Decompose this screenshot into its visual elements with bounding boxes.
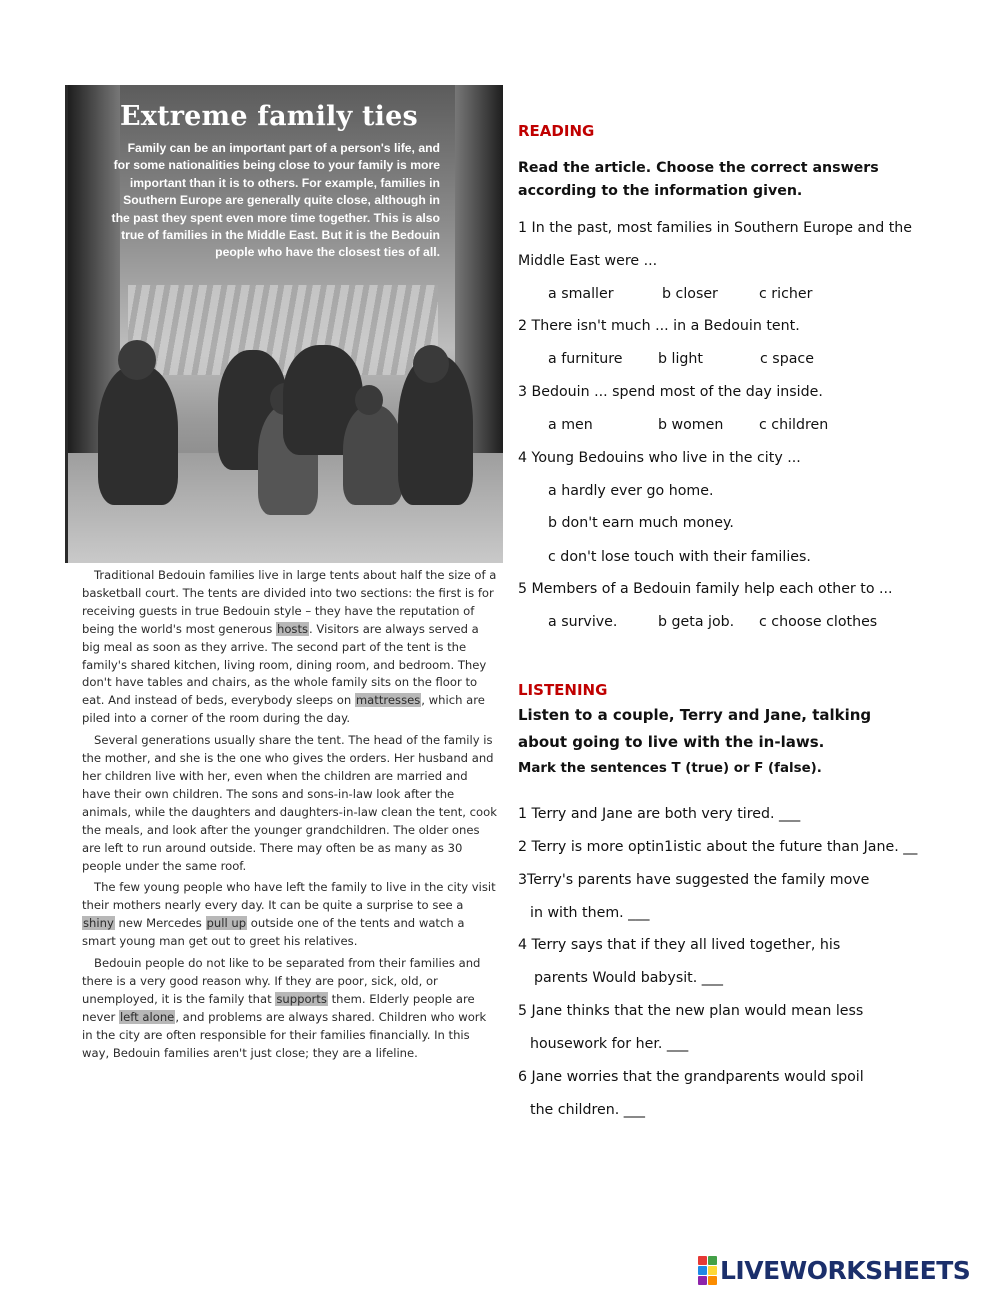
logo-tile (708, 1276, 717, 1285)
article-paragraph: Bedouin people do not like to be separated from their families and there is a very good reason why. If they are poor, sick, old, or unemployed, it is the family that supports them. Elderly people are never left alone, and problems are always shared. Children who work in the city are often responsible for their families financially. In this way, Bedouin families aren't just close; they are a lifeline. (82, 956, 487, 1060)
logo-tile (698, 1276, 707, 1285)
listening-instruction-line-3: Mark the sentences T (true) or F (false). (518, 761, 822, 776)
reading-question-4: 4 Young Bedouins who live in the city ... (518, 450, 801, 466)
q5-option-c[interactable]: c choose clothes (759, 614, 878, 630)
listening-statement-2[interactable]: 2 Terry is more optin1istic about the future than Jane. __ (518, 839, 918, 855)
liveworksheets-logo-icon (698, 1256, 717, 1285)
liveworksheets-logo-text: LIVEWORKSHEETS (720, 1255, 971, 1285)
highlighted-word: mattresses (355, 693, 421, 708)
reading-question-5: 5 Members of a Bedouin family help each other to ... (518, 581, 893, 597)
q1-option-a[interactable]: a smaller (548, 286, 614, 302)
q3-option-c[interactable]: c children (759, 417, 829, 433)
highlighted-word: pull up (206, 916, 247, 931)
person-head (413, 345, 449, 383)
listening-statement-3-cont[interactable]: in with them. ___ (530, 905, 650, 921)
listening-statement-5-cont[interactable]: housework for her. ___ (530, 1036, 689, 1052)
q4-option-b[interactable]: b don't earn much money. (548, 515, 734, 531)
q4-option-c[interactable]: c don't lose touch with their families. (548, 549, 811, 565)
person-silhouette (343, 405, 403, 505)
listening-statement-1[interactable]: 1 Terry and Jane are both very tired. ___ (518, 806, 801, 822)
highlighted-word: supports (276, 991, 327, 1006)
logo-tile (708, 1266, 717, 1275)
q5-option-a[interactable]: a survive. (548, 614, 618, 630)
logo-tile (698, 1266, 707, 1275)
article-paragraph: Several generations usually share the tent. The head of the family is the mother, and she is the one who gives the orders. Her husband and her children live with her, even when the children are married and have their own children. The sons and sons-in-law look after the animals, while the daughters and daughters-in-law clean the tent, cook the meals, and look after the younger grandchildren. The older ones are left to run around outside. There may often be as many as 30 people under the same roof. (82, 733, 497, 873)
listening-statement-3: 3Terry's parents have suggested the family move (518, 872, 870, 888)
q3-option-a[interactable]: a men (548, 417, 593, 433)
article-paragraph: The few young people who have left the family to live in the city visit their mothers nearly every day. It can be quite a surprise to see a shiny new Mercedes pull up outside one of the tents and watch a smart young man get out to greet his relatives. (82, 880, 496, 949)
listening-statement-5: 5 Jane thinks that the new plan would mean less (518, 1003, 864, 1019)
highlighted-word: shiny (83, 916, 114, 931)
highlighted-word: left alone (119, 1009, 175, 1024)
listening-statement-4: 4 Terry says that if they all lived together, his (518, 937, 841, 953)
q2-option-b[interactable]: b light (658, 351, 703, 367)
article-paragraph: Traditional Bedouin families live in large tents about half the size of a basketball court. The tents are divided into two sections: the first is for receiving guests in true Bedouin style – they have the reputation of being the world's most generous hosts. Visitors are always served a big meal as soon as they arrive. The second part of the tent is the family's shared kitchen, living room, dining room, and bedroom. They don't have tables and chairs, as the whole family sits on the floor to eat. And instead of beds, everybody sleeps on mattresses, which are piled into a corner of the room during the day. (82, 568, 497, 726)
logo-tile (708, 1256, 717, 1265)
listening-statement-4-cont[interactable]: parents Would babysit. ___ (534, 970, 724, 986)
reading-question-1-cont: Middle East were ... (518, 253, 658, 269)
liveworksheets-logo (698, 1255, 970, 1285)
person-head (355, 385, 383, 415)
reading-question-1: 1 In the past, most families in Southern Europe and the (518, 220, 912, 236)
article-title: Extreme family ties (120, 101, 418, 132)
q2-option-a[interactable]: a furniture (548, 351, 623, 367)
tent-cloth (128, 285, 438, 375)
article-scan (60, 85, 500, 1110)
listening-instruction-line-1: Listen to a couple, Terry and Jane, talking (518, 706, 872, 724)
highlighted-word: hosts (276, 621, 309, 636)
logo-tile (698, 1256, 707, 1265)
q2-option-c[interactable]: c space (760, 351, 814, 367)
reading-question-2: 2 There isn't much ... in a Bedouin tent. (518, 318, 800, 334)
listening-heading: LISTENING (518, 681, 608, 699)
person-silhouette (98, 365, 178, 505)
reading-instruction: Read the article. Choose the correct answers according to the information given. (518, 160, 879, 199)
q1-option-b[interactable]: b closer (662, 286, 718, 302)
listening-instruction-line-2: about going to live with the in-laws. (518, 733, 825, 751)
q1-option-c[interactable]: c richer (759, 286, 813, 302)
person-head (118, 340, 156, 380)
listening-statement-6-cont[interactable]: the children. ___ (530, 1102, 646, 1118)
reading-heading: READING (518, 122, 595, 140)
article-intro: Family can be an important part of a person's life, and for some nationalities being close to your family is more important than it is to others. For example, families in Southern Europe are generally quite close, although in the past they spent even more time together. This is also true of families in the Middle East. But it is the Bedouin people who have the closest ties of all. (111, 141, 440, 260)
reading-question-3: 3 Bedouin ... spend most of the day inside. (518, 384, 823, 400)
article-body (82, 567, 497, 1066)
q3-option-b[interactable]: b women (658, 417, 724, 433)
q5-option-b[interactable]: b geta job. (658, 614, 735, 630)
bedouin-family-photo (65, 85, 503, 563)
q4-option-a[interactable]: a hardly ever go home. (548, 483, 714, 499)
listening-statement-6: 6 Jane worries that the grandparents would spoil (518, 1069, 864, 1085)
